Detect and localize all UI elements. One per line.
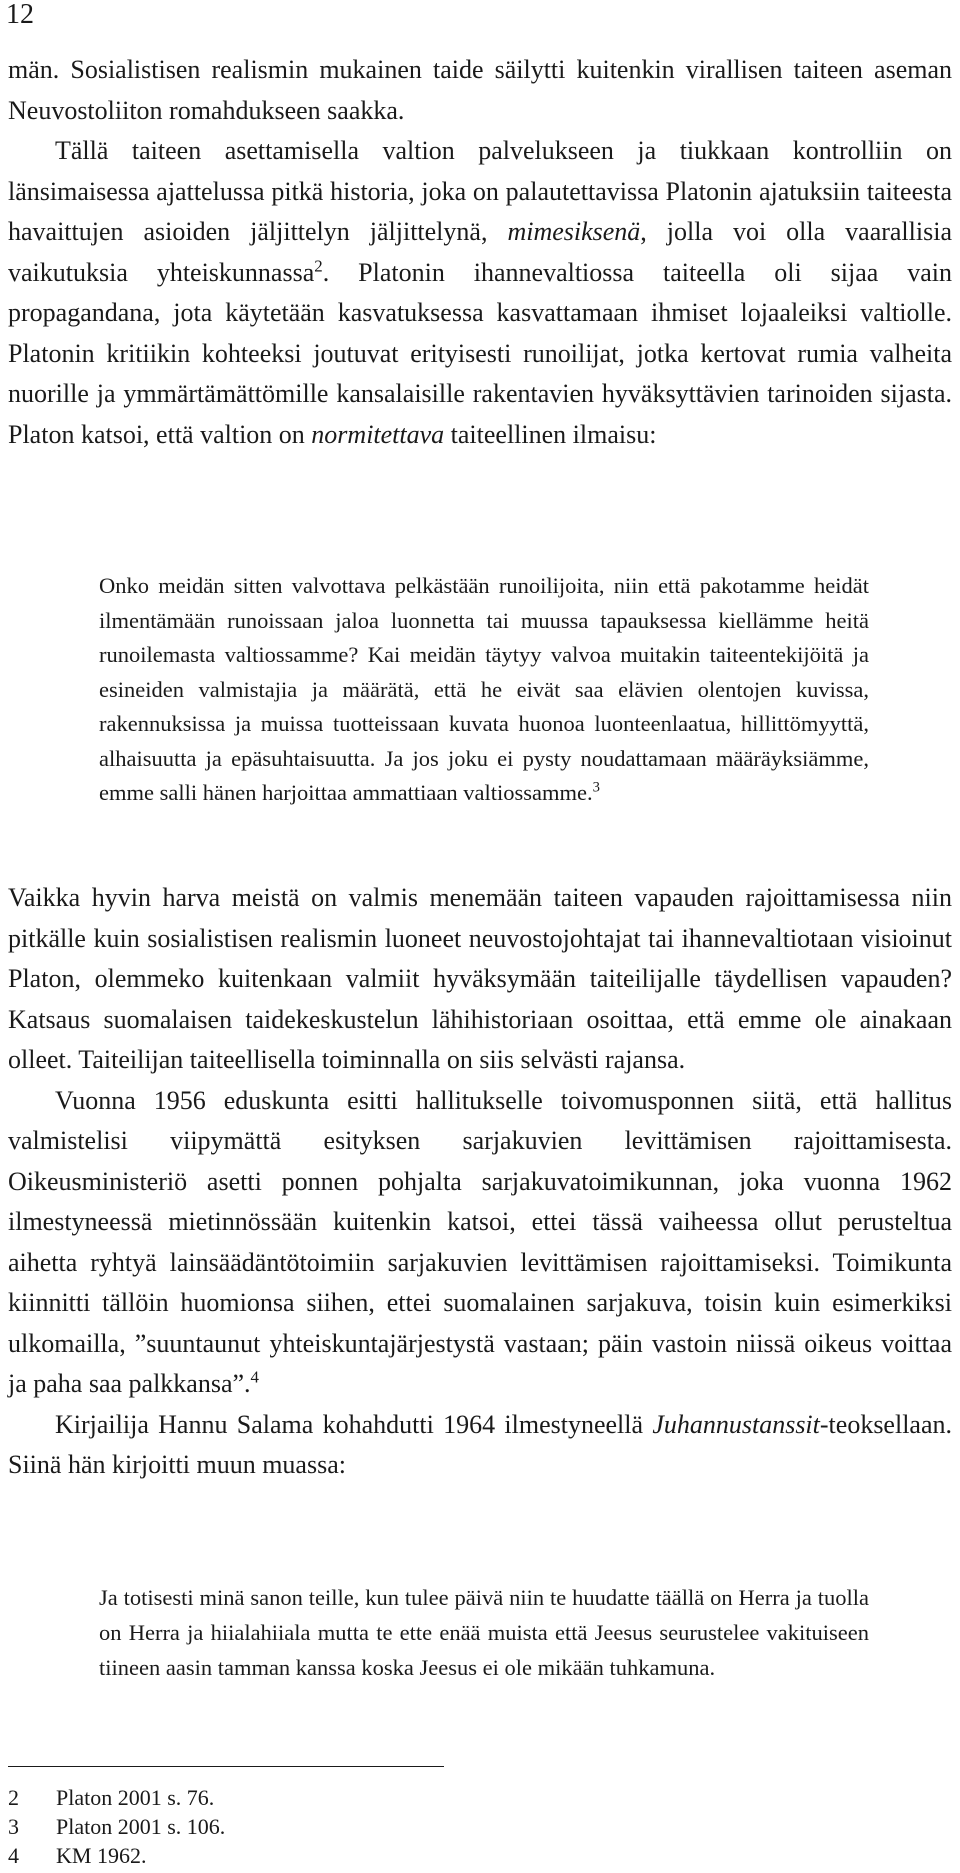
paragraph-3: Vaikka hyvin harva meistä on valmis menemään taiteen vapauden rajoittamisessa niin pitkälle kuin sosialistisen realismin luoneet neuvostojohtajat tai ihannevaltiotaan visioinut Platon, olemmeko kuitenkaan valmiit hyväksymään taiteilijalle täydellisen vapauden? Katsaus suomalaisen taidekeskustelun lähihistoriaan osoittaa, että emme ole ainakaan olleet. Taiteilijan taiteellisella toiminnalla on siis selvästi rajansa. [8,883,952,1074]
paragraph-1: män. Sosialistisen realismin mukainen taide säilytti kuitenkin virallisen taiteen aseman Neuvostoliiton romahdukseen saakka. [8,55,952,125]
footnote-3: 3 Platon 2001 s. 106. [8,1814,226,1839]
paragraph-5: Kirjailija Hannu Salama kohahdutti 1964 ilmestyneellä Juhannustanssit-teoksellaan. Siinä hän kirjoitti muun muassa: [8,1409,952,1479]
emphasis-mimesiksena: mimesiksenä [507,217,641,246]
paragraph-2: Tällä taiteen asettamisella valtion palvelukseen ja tiukkaan kontrolliin on länsimaisessa ajattelussa pitkä historia, joka on palautettavissa Platonin ajatuksiin taiteesta havaittujen asioiden jäljittelyn jäljittelynä, mimesiksenä, jolla voi olla vaarallisia vaikutuksia yhteiskunnassa$^2$. Platonin ihannevaltiossa taiteella oli sijaa vain propagandana, jota käytetään kasvatuksessa kasvattamaan ihmiset lojaaleiksi valtiolle. Platonin kritiikin kohteeksi joutuvat erityisesti runoilijat, jotka kertovat rumia valheita nuorille ja ymmärtämättömille kansalaisille rakentavien hyväksyttävien tarinoiden sijasta. Platon katsoi, että valtion on normitettava taiteellinen ilmaisu: [8,136,952,449]
block-quote-platon [99,569,869,811]
footnote-2: 2 Platon 2001 s. 76. [8,1785,215,1810]
body-text-middle [8,878,952,1486]
footnotes [8,1783,608,1870]
footnote-separator [8,1766,444,1767]
block-quote-salama [99,1580,869,1685]
body-text-top [8,50,952,455]
page-number: 12 [6,0,34,30]
quote-text: Onko meidän sitten valvottava pelkästään runoilijoita, niin että pakotamme heidät ilmentämään runoissaan jaloa luonnetta tai muussa tapauksessa kiellämme heitä runoilemasta valtiossamme? Kai meidän täytyy valvoa muitakin taiteentekijöitä ja esineiden valmistajia ja määrätä, että he eivät saa elävien olentojen kuvissa, rakennuksissa ja muissa tuotteissaan kuvata huonoa luonteenlaatua, hillittömyyttä, alhaisuutta ja epäsuhtaisuutta. Ja jos joku ei pysty noudattamaan määräyksiämme, emme salli hänen harjoittaa ammattiaan valtiossamme.$^3$ [99,573,869,805]
paragraph-4: Vuonna 1956 eduskunta esitti hallitukselle toivomusponnen siitä, että hallitus valmistelisi viipymättä esityksen sarjakuvien levittämisen rajoittamisesta. Oikeusministeriö asetti ponnen pohjalta sarjakuvatoimikunnan, joka vuonna 1962 ilmestyneessä mietinnössään kuitenkin katsoi, ettei tässä vaiheessa ollut perusteltua aihetta ryhtyä lainsäädäntötoimiin sarjakuvien levittämisen rajoittamiseksi. Toimikunta kiinnitti tällöin huomionsa siihen, ettei suomalainen sarjakuva, toisin kuin esimerkiksi ulkomailla, ”suuntaunut yhteiskuntajärjestystä vastaan; päin vastoin niissä oikeus voittaa ja paha saa palkkansa”.$^4$ [8,1085,952,1398]
footnote-ref-4: 4 [250,1367,259,1387]
emphasis-juhannustanssit: Juhannustanssit [652,1409,820,1439]
footnote-ref-2: 2 [314,255,323,275]
footnote-ref-3: 3 [592,779,600,796]
quote-text-salama: Ja totisesti minä sanon teille, kun tulee päivä niin te huudatte täällä on Herra ja tuolla on Herra ja hiialahiiala mutta te ette enää muista että Jeesus seurustelee vakituiseen tiineen aasin tamman kanssa koska Jeesus ei ole mikään tuhkamuna. [99,1585,869,1680]
footnote-4: 4 KM 1962. [8,1843,147,1868]
emphasis-normitettava: normitettava [311,419,445,449]
